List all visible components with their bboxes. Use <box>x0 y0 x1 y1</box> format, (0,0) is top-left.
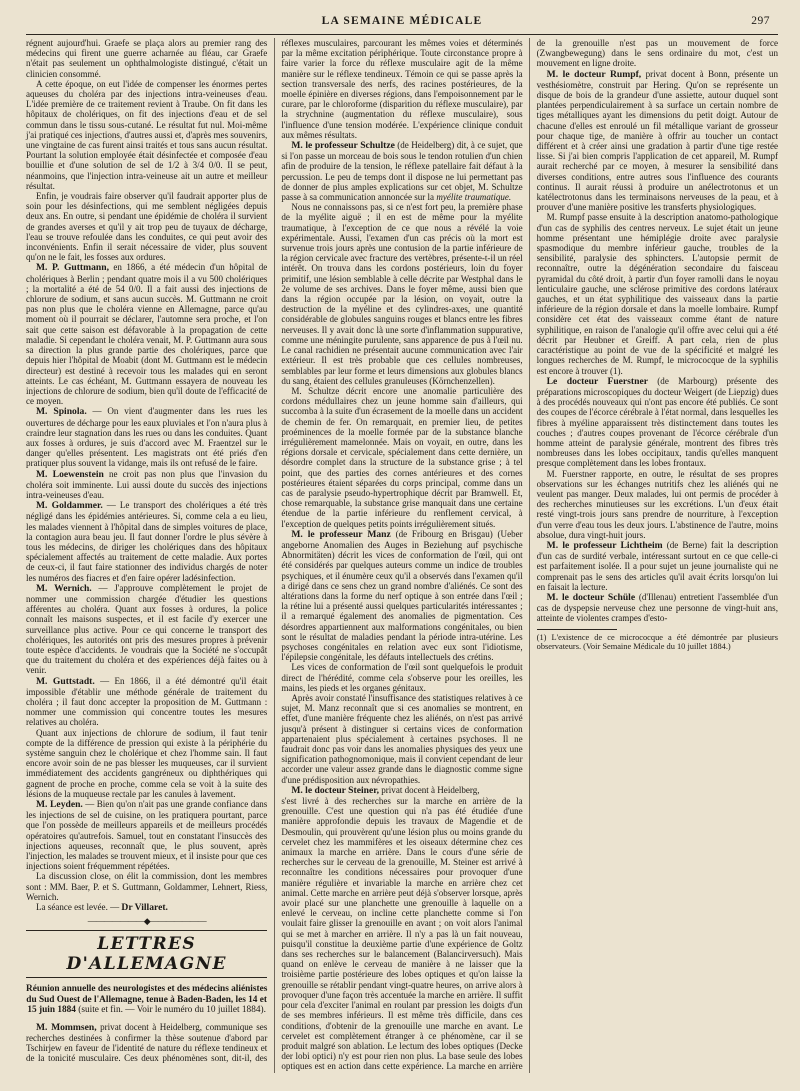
speaker-name: M. le professeur Manz <box>291 528 391 540</box>
speaker-text: — En 1866, il a été démontré qu'il était impossible d'établir une méthode générale de traitement du choléra ; il faut donc accepter la proposition de M. Guttmann : nommer une commission qui concentre toutes les mesures relatives au choléra. <box>26 675 268 728</box>
paragraph: M. Fuerstner rapporte, en outre, le résultat de ses propres observations sur les échanges nutritifs chez les aliénés qui ne veulent pas manger. Deux malades, lui ont permis de procéder à des recherches minutieuses sur les excrétions. L'un d'eux était resté vingt-trois jours sans prendre de nourriture, à l'exception d'un verre d'eau tous les deux jours. L'abstinence de l'autre, moins absolue, dura vingt-huit jours. <box>536 468 778 540</box>
speaker-name: M. Loewenstein <box>36 468 104 480</box>
topic-italic: myélite traumatique. <box>436 192 512 203</box>
speaker-name: M. P. Guttmann, <box>36 262 109 274</box>
speaker-text: privat docent à Bonn, présente un vesthésiomètre, construit par Hering. Qu'on se représente un disque de bois de la grandeur d'une assiette, autour duquel sont plantées perpendiculairement à sa surface un certain nombre de tiges métalliques ayant les dimensions du petit doigt. Autour de chacune d'elles est enroulé un fil métallique variant de grosseur pour chaque tige, de manière à offrir au toucher un contact différent et à créer ainsi une gradation à partir d'une tige restée lisse. Si j'ai bien compris l'application de cet appareil, M. Rumpf aurait recherché par ce moyen, à mesurer la sensibilité dans diverses conditions, entre autres sous l'influence des courants continus. Il aurait réussi à produire un anélectrotonus et un katélectrotonus dans les terminaisons nerveuses de la peau, et à prouver d'une manière positive les transferts physiologiques. <box>536 68 778 213</box>
speaker-name: M. le docteur Steiner, <box>291 784 379 796</box>
closing-paragraph <box>26 902 267 913</box>
speaker-name: M. Guttstadt. <box>36 675 95 687</box>
speaker-paragraph <box>537 69 778 213</box>
speaker-text: (de Marbourg) présente des préparations microscopiques du docteur Weigert (de Liepzig) dues à des procédés nouveaux qui n'ont pas encore été publiés. Ce sont des coupes de l'écorce cérébrale à l'état normal, dans lesquelles les fibres à myéline apparaissent très distinctement dans toutes les couches ; d'autres coupes provenant de l'écorce cérébrale d'un homme atteint de paralysie générale, montrent des fibres très nombreuses dans les lobes occipitaux, tandis qu'elles manquent presque complètement dans les lobes frontaux. <box>536 375 778 469</box>
speaker-text: — J'approuve complètement le projet de nommer une commission chargée d'étudier les questions afférentes au choléra. Quant aux fosses à ordures, la police connaît les maisons suspectes, et il est facile d'y exercer une surveillance plus active. Pour ce qui concerne le transport des cholériques, les autorités ont pris des mesures propres à prévenir toute espèce d'accidents. Je voudrais que la Société ne s'occupât que du traitement du choléra et des expériences déjà faites ou à venir. <box>26 582 268 676</box>
speaker-paragraph <box>281 140 522 202</box>
speaker-text: — Le transport des cholériques a été très négligé dans les épidémies antérieures. Si, comme cela a eu lieu, les malades viennent à l'hôpital dans de simples voitures de place, la contagion aura beau jeu. Il faut donner l'ordre le plus sévère à tous les médecins, de diriger les cholériques dans des hôpitaux spécialement affectés au traitement de cette maladie. Aux portes de ceux-ci, il faut faire stationner des individus chargés de noter les numéros des fiacres et d'en faire opérer ladésinfection. <box>26 500 268 583</box>
speaker-text: en 1866, a été médecin d'un hôpital de cholériques à Berlin ; pendant quatre mois il a vu 500 cholériques ; la mortalité a été de 54 0/0. Il a fait aussi des injections de chlorure de sodium, et sans aucun succès. M. Guttmann ne croit pas non plus que le choléra vienne en Allemagne, parce qu'au moment où il pourrait se déclarer, l'automne sera proche, et l'on sait que cette saison est défavorable à la propagation de cette maladie. Si cependant le choléra venait, M. P. Guttmann aura sous sa direction la plus grande partie des cholériques, parce que depuis hier l'hôpital de Moabit (dont M. Guttmann est le médecin directeur) est destiné à recevoir tous les malades qui en seront atteints. Le cas échéant, M. Guttmann essayera de nouveau les injections de chlorure de sodium, bien qu'il doute de l'efficacité de ce moyen. <box>26 262 268 407</box>
footnote-divider <box>537 629 617 630</box>
speaker-paragraph <box>537 376 778 469</box>
meeting-heading <box>26 984 267 1015</box>
closing-text: La séance est levée. — <box>36 902 122 913</box>
paragraph: s'est livré à des recherches sur la marche en arrière de la grenouille. C'est une question qui n'a pas été étudiée d'une manière approfondie depuis les travaux de Magendie et de Desmoulin, qui prouvèrent qu'une lésion plus ou moins grande du cervelet chez les mammifères et les oiseaux détermine chez ces animaux la marche en arrière. Dans le cours d'une série de recherches sur le cerveau de la grenouille, M. Steiner est arrivé à reconnaître les conditions nécessaires pour provoquer d'une manière régulière et invariable la marche en arrière chez cet animal. Cette marche en arrière peut déjà s'observer lorsque, après avoir placé sur une planchette une grenouille à laquelle on a enlevé le cerveau, on incline cette planchette comme si l'on voulait faire glisser la grenouille en avant ; on voit alors l'animal qui se met à marcher en arrière. Il n'y a pas là un fait nouveau, puisqu'il constitue la deuxième partie d'une expérience de Goltz dans ses recherches sur le balancement (Balancirversuch). Mais quand on enlève le cerveau de manière à ne laisser que la troisième partie postérieure des lobes optiques et qu'on laisse la grenouille se rétablir pendant vingt-quatre heures, on arrive alors à provoquer d'une façon très accentuée la marche en arrière. Il suffit pour cela d'exciter l'animal en roulant par pression les doigts d'un de ses membres inférieurs. Il est même très difficile, dans ces conditions, d'obtenir de la grenouille une marche en avant. Le cervelet est complètement étranger à ce phénomène, car il se produit malgré son ablation. Le lectum des lobes optiques (Decke der lobi optici) n'y est pour rien non plus. La base seule des lobes optiques est en action dans cette expérience. La marche en arrière de la grenouille n'est pas un mouvement de force (Zwangbewegung) dans le sens ordinaire du mot, c'est un mouvement en ligne droite. <box>281 38 778 1072</box>
speaker-text: (de Heidelberg) dit, à ce sujet, que si l'on passe un morceau de bois sous le tendon rotulien d'un chien afin de produire de la tension, le réflexe patellaire fait défaut à la percussion. Le peu de temps dont il dispose ne lui permettant pas de donner de plus amples explications sur cet objet, M. Schultze passe à sa communication annoncée sur la <box>281 140 523 203</box>
speaker-paragraph <box>281 529 522 663</box>
speaker-paragraph <box>26 676 267 728</box>
paragraph: Nous ne connaissons pas, si ce n'est fort peu, la première phase de la myélite aiguë ; il en est de même pour la myélite traumatique, à l'exception de ce que nous a révélé la voie expérimentale. Aussi, l'examen d'un cas précis où la mort est survenue trois jours après une contusion de la partie inférieure de la région cervicale avec fracture des vertèbres, présente-t-il un réel intérêt. On trouva dans les cordons postérieurs, loin du foyer primitif, une lésion semblable à celle décrite par Westphal dans le 2e volume de ses archives. Dans le foyer même, aussi bien que dans la région occupée par la lésion, on voyait, outre la destruction de la myéline et des cylindres-axes, une quantité considérable de globules sanguins rouges et blancs entre les fibres nerveuses. Il y avait donc là une sorte d'inflammation suppurative, comme une méningite purulente, sans apparence de pus à l'œil nu. Le canal rachidien ne présentait aucune communication avec l'air extérieur. Il est très probable que ces cellules nombreuses, semblables par leur forme et leurs dimensions aux globules blancs du sang, étaient des cellules granuleuses (Körnchenzellen). <box>281 202 523 386</box>
journal-title: LA SEMAINE MÉDICALE <box>321 15 483 27</box>
paragraph: Quant aux injections de chlorure de sodium, il faut tenir compte de la différence de pression qui existe à la périphérie du système sanguin chez le cholérique et chez l'homme sain. Il faut encore avoir soin de ne pas blesser les muqueuses, car il survient immédiatement des accidents gangréneux ou diphthériques qui gagnent de proche en proche, comme cela se voit à la suite des lésions de la muqueuse rectale par les canules à lavement. <box>26 727 268 799</box>
speaker-name: M. le professeur Lichtheim <box>546 539 663 551</box>
paragraph: régnent aujourd'hui. Graefe se plaça alors au premier rang des médecins qui firent une guerre acharnée au fléau, car Graefe n'était pas seulement un ophthalmologiste distingué, c'était un clinicien consommé. <box>26 38 268 79</box>
section-title: LETTRES D'ALLEMAGNE <box>26 930 267 978</box>
speaker-name: M. Mommsen, <box>36 1021 97 1033</box>
speaker-text: (d'Illenau) entretient l'assemblée d'un cas de dyspepsie nerveuse chez une personne de vingt-huit ans, atteinte de violentes crampes d'esto- <box>536 591 778 624</box>
running-header <box>26 12 778 35</box>
paragraph: A cette époque, on eut l'idée de compenser les énormes pertes aqueuses du choléra par des injections intra-veineuses d'eau. L'idée première de ce traitement revient à Traube. On fit dans les hôpitaux de cholériques, on fit des injections d'eau et de sel commun dans le tissu sous-cutané. Le résultat fut nul. Moi-même j'ai pratiqué ces injections, d'autres aussi et, d'après mes souvenirs, une vingtaine de cas furent ainsi traités et tous sans aucun résultat. Pourtant la solution employée était désinfectée et composée d'eau bouillie et d'une solution de sel de 1/2 à 3/4 0/0. Il se peut, néanmoins, que l'injection intra-veineuse ait un autre et meilleur résultat. <box>26 78 268 191</box>
speaker-paragraph <box>26 406 267 468</box>
speaker-text: (de Berne) fait la description d'un cas de surdité verbale, intéressant surtout en ce que celle-ci est parfaitement isolée. Il a pour sujet un jeune journaliste qui ne comprenait pas le sens des articles qu'il avait écrits lorsqu'on lui en faisait la lecture. <box>536 539 778 592</box>
footnote: (1) L'existence de ce micrococque a été démontrée par plusieurs observateurs. (Voir Semaine Médicale du 10 juillet 1884.) <box>536 632 778 651</box>
speaker-name: M. le professeur Schultze <box>291 140 395 152</box>
page-number: 297 <box>751 15 770 27</box>
paragraph: M. Rumpf passe ensuite à la description anatomo-pathologique d'un cas de syphilis des centres nerveux. Le sujet était un jeune homme présentant une hémiplégie droite avec paralysie spasmodique du membre inférieur gauche, troubles de la sensibilité, paralysie des sphincters. L'autopsie permit de reconnaître, outre la dégénération secondaire du faisceau pyramidal du côté droit, à partir d'un foyer ramolli dans le noyau lenticulaire gauche, une sclérose primitive des cordons latéraux gauches, et un état syphilitique des vaisseaux dans la partie inférieure de la région dorsale et dans la moelle lombaire. Rumpf considère cet état des vaisseaux comme étant de nature syphilitique, en raison de l'analogie qu'il offre avec celui qui a été décrit par Heubner et Greiff. A part cela, rien de plus caractéristique au point de vue de la spécificité et malgré les longues recherches de M. Rumpf, le micrococque de la syphilis est encore à trouver (1). <box>536 212 778 376</box>
article-columns <box>26 38 778 1073</box>
speaker-text: ne croit pas non plus que l'invasion du choléra soit imminente. Lui aussi doute du succès des injections intra-veineuses d'eau. <box>26 468 268 500</box>
speaker-paragraph <box>26 500 267 583</box>
speaker-paragraph <box>281 785 522 796</box>
speaker-name: M. Spinola. <box>36 406 87 418</box>
section-divider: ———————◆——————— <box>87 916 206 927</box>
speaker-text: — On vient d'augmenter dans les rues les ouvertures de décharge pour les eaux pluviales et l'on n'aura plus à craindre leur stagnation dans les rues ou dans les conduites. Quant aux fosses à ordures, je suis d'accord avec M. Fraentzel sur le danger qu'elles présentent. Les magistrats ont été priés d'en pratiquer plus souvent la vidange, mais ils ont refusé de le faire. <box>26 406 268 469</box>
speaker-text: (de Fribourg en Brisgau) (Ueber angeborne Anomalien des Auges in Beziehung auf psychische Abnormitäten) décrit les vices de conformation de l'œil, qui ont été considérés par quelques auteurs comme un indice de troubles psychiques, et il énumère ceux qu'il a observés dans l'examen qu'il a dirigé dans ce sens chez un grand nombre d'aliénés. Ce sont des altérations dans la forme du nerf optique à son entrée dans l'œil ; la rétine lui a présenté aussi quelques particularités intéressantes ; il a remarqué également des anomalies de pigmentation. Ces désordres appartiennent aux malformations congénitales, ou bien sont le résultat de maladies pendant la période intra-utérine. Les psychoses congénitales en relation avec eux sont l'idiotisme, l'épilepsie congénitale, les défauts intellectuels des crétins. <box>281 528 523 663</box>
paragraph: Enfin, je voudrais faire observer qu'il faudrait apporter plus de soin pour les désinfections, qui me semblent négligées depuis deux ans. En outre, si pendant une épidémie de choléra il survient de grandes averses et qu'il y ait trop peu de tuyaux de décharge, l'eau se trouve refoulée dans les conduites, ce qui peut avoir des inconvénients. Enfin il serait nécessaire de vider, plus souvent qu'on ne le fait, les fosses aux ordures. <box>26 191 268 263</box>
meeting-reference: (suite et fin. — Voir le numéro du 10 juillet 1884). <box>75 1005 266 1016</box>
speaker-name: Le docteur Fuerstner <box>546 375 648 387</box>
speaker-name: M. Wernich. <box>36 582 92 594</box>
speaker-name: M. Goldammer. <box>36 500 103 512</box>
author-signature: Dr Villaret. <box>121 902 168 914</box>
speaker-paragraph <box>26 799 267 871</box>
speaker-text: — Bien qu'on n'ait pas une grande confiance dans les injections de sel de cuisine, on les pratiquera pourtant, parce que l'on possède de meilleurs appareils et de meilleurs procédés opératoires qu'autrefois. Samuel, tout en constatant l'insuccès des injections aqueuses, reconnaît que, le plus souvent, après l'injection, les malades se trouvent mieux, et il insiste pour que ces injections soient fréquemment répétées. <box>26 799 268 872</box>
meeting-title: Réunion annuelle des neurologistes et des médecins aliénistes du Sud Ouest de l'Allemagne, tenue à Baden-Baden, les 14 et 15 juin 1884 <box>26 984 268 1016</box>
speaker-name: M. Leyden. <box>36 799 83 811</box>
paragraph: Les vices de conformation de l'œil sont quelquefois le produit direct de l'hérédité, comme cela s'observe pour les oreilles, les mains, les pieds et les organes génitaux. <box>281 662 523 693</box>
speaker-paragraph <box>537 592 778 624</box>
paragraph: Après avoir constaté l'insuffisance des statistiques relatives à ce sujet, M. Manz reconnaît que si ces anomalies se montrent, en effet, d'une manière fréquente chez les aliénés, on n'est pas arrivé jusqu'à présent à distinguer si certains vices de conformation appartenaient plus spécialement à certaines psychoses. Il ne faudrait donc pas voir dans les anomalies physiques des yeux une signification pathognomonique, mais il convient cependant de leur accorder une valeur assez grande dans le diagnostic comme signe d'une prédisposition aux névropathies. <box>281 693 523 785</box>
speaker-text: privat docent à Heidelberg, communique ses recherches destinées à confirmer la thèse soutenue d'abord par Tschirjew en faveur de l'identité de nature du réflexe tendineux et de la tonicité musculaire. Ces deux phénomènes sont, dit-il, des réflexes musculaires, parcourant les mêmes voies et déterminés par la même excitation périphérique. Toute circonstance propre à faire varier la force du réflexe musculaire agit de la même manière sur le réflexe tendineux. Témoin ce qui se passe après la section transversale des nerfs, des racines postérieures, de la moelle épinière en diverses régions, dans l'empoisonnement par le curare, par le chloroforme (disparition du réflexe musculaire), par la strychnine (augmentation du réflexe musculaire), sous l'influence d'une tension modérée. L'expérience clinique conduit aux mêmes résultats. <box>26 38 523 1064</box>
speaker-name: M. le docteur Rumpf, <box>546 68 642 80</box>
speaker-text: privat docent à Heidelberg, <box>379 784 480 795</box>
speaker-paragraph <box>26 583 267 676</box>
speaker-paragraph <box>26 469 267 501</box>
paragraph: M. Schultze décrit encore une anomalie particulière des cordons médullaires chez un jeune homme sain d'ailleurs, qui succomba à la suite d'un écrasement de la moelle dans un accident de chemin de fer. On remarquait, en premier lieu, de petites proéminences de la moelle formée par de la substance blanche irrégulièrement mamelonnée. Mais on voyait, en outre, dans les régions dorsale et cervicale, spécialement dans cette dernière, un désordre complet dans la structure de la substance grise ; à tel point, que des parties des cornes antérieures et des cornes postérieures étaient séparées du corps principal, comme dans un cas de paralysie pseudo-hypertrophique décrit par Bramwell. Et, chose remarquable, la substance grise manquait dans une certaine étendue de la partie inférieure du renflement cervical, à l'exception de quelques petits points irrégulièrement situés. <box>281 385 523 529</box>
speaker-name: M. le docteur Schüle <box>546 591 636 603</box>
paragraph: La discussion close, on élit la commission, dont les membres sont : MM. Baer, P. et S. Guttmann, Goldammer, Lehnert, Riess, Wernich. <box>26 871 268 902</box>
speaker-paragraph <box>26 262 267 406</box>
speaker-paragraph <box>537 540 778 592</box>
